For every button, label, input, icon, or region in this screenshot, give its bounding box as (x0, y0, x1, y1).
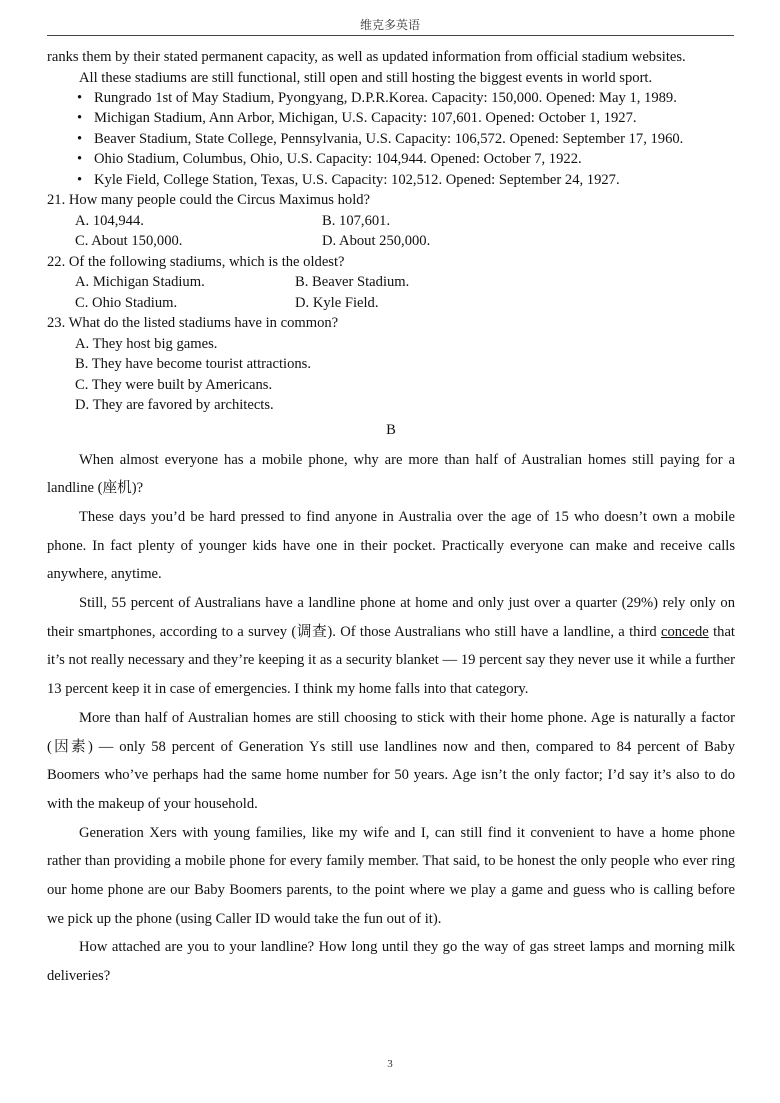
header-divider (47, 35, 734, 36)
bullet-icon: • (77, 130, 83, 147)
list-item (47, 129, 735, 149)
option-d: D. About 250,000. (322, 233, 431, 250)
stadium-list (47, 88, 735, 190)
option-b: B. 107,601. (322, 212, 391, 229)
list-item (47, 108, 735, 128)
stadium-entry: Kyle Field, College Station, Texas, U.S. Capacity: 102,512. Opened: September 24, 1927. (94, 171, 620, 188)
stadium-entry: Michigan Stadium, Ann Arbor, Michigan, U.S. Capacity: 107,601. Opened: October 1, 1927. (94, 110, 637, 127)
question-21-options-row-2 (47, 231, 735, 252)
paragraph-text: Still, 55 percent of Australians have a landline phone at home and only just over a quarter (29%) rely only on their smartphones, according to a survey (调查). Of those Australians who still have a landline, a third (47, 595, 735, 640)
option-d: D. Kyle Field. (295, 294, 379, 311)
underlined-word: concede (660, 623, 709, 640)
option-d: D. They are favored by architects. (75, 397, 274, 414)
bullet-icon: • (77, 171, 83, 188)
question-22: 22. Of the following stadiums, which is the oldest? (47, 253, 345, 270)
document-body (47, 47, 735, 991)
option-a: A. They host big games. (75, 335, 218, 352)
option-b: B. Beaver Stadium. (295, 274, 410, 291)
bullet-icon: • (77, 90, 83, 106)
paragraph: When almost everyone has a mobile phone, why are more than half of Australian homes still paying for a landline (座机)? (47, 451, 735, 497)
option-c: C. They were built by Americans. (75, 376, 273, 393)
list-item (47, 149, 735, 169)
paragraph (47, 589, 735, 704)
paragraph: These days you’d be hard pressed to find anyone in Australia over the age of 15 who doesn’t own a mobile phone. In fact plenty of younger kids have one in their pocket. Practically everyone can make and receive calls anywhere, anytime. (47, 508, 735, 583)
list-item (47, 170, 735, 190)
intro-statement: All these stadiums are still functional, still open and still hosting the biggest events in world sport. (79, 69, 653, 86)
bullet-icon: • (77, 110, 83, 127)
paragraph: Generation Xers with young families, like my wife and I, can still find it convenient to have a home phone rather than providing a mobile phone for every family member. That said, to be honest the only people who ever ring our home phone are our Baby Boomers parents, to the point where we play a game and guess who is calling before we pick up the phone (using Caller ID would take the fun out of it). (47, 824, 735, 927)
page-number: 3 (387, 1058, 393, 1070)
question-22-options-row-2 (47, 293, 735, 314)
stadium-entry: Rungrado 1st of May Stadium, Pyongyang, D.P.R.Korea. Capacity: 150,000. Opened: May 1, 1989. (94, 90, 677, 106)
paragraph-text: that it’s not really necessary and they’re keeping it as a security blanket — 19 percent say they never use it while a further 13 percent keep it in case of emergencies. I think my home falls into that category. (47, 623, 735, 698)
question-22-options-row-1 (47, 272, 735, 293)
question-21-options-row-1 (47, 211, 735, 232)
page-header: 维克多英语 (359, 18, 420, 32)
paragraph: More than half of Australian homes are still choosing to stick with their home phone. Age is naturally a factor (因素) — only 58 percent of Generation Ys still use landlines now and then, compared to 84 percent of Baby Boomers who’ve perhaps had the same home number for 50 years. Age isn’t the only factor; I’d say it’s also to do with the makeup of your household. (47, 709, 735, 812)
option-c: C. Ohio Stadium. (75, 294, 178, 311)
paragraph: How attached are you to your landline? How long until they go the way of gas street lamps and morning milk deliveries? (47, 939, 735, 985)
stadium-entry: Beaver Stadium, State College, Pennsylvania, U.S. Capacity: 106,572. Opened: September 17, 1960. (94, 130, 684, 147)
section-heading: B (386, 421, 396, 438)
bullet-icon: • (77, 151, 83, 168)
option-a: A. 104,944. (75, 212, 144, 229)
question-23: 23. What do the listed stadiums have in common? (47, 315, 339, 332)
option-b: B. They have become tourist attractions. (75, 356, 312, 373)
stadium-entry: Ohio Stadium, Columbus, Ohio, U.S. Capacity: 104,944. Opened: October 7, 1922. (94, 151, 582, 168)
option-a: A. Michigan Stadium. (75, 274, 205, 291)
intro-continuation: ranks them by their stated permanent capacity, as well as updated information from official stadium websites. (47, 49, 686, 65)
question-21: 21. How many people could the Circus Maximus hold? (47, 192, 371, 209)
list-item (47, 88, 735, 108)
option-c: C. About 150,000. (75, 233, 183, 250)
